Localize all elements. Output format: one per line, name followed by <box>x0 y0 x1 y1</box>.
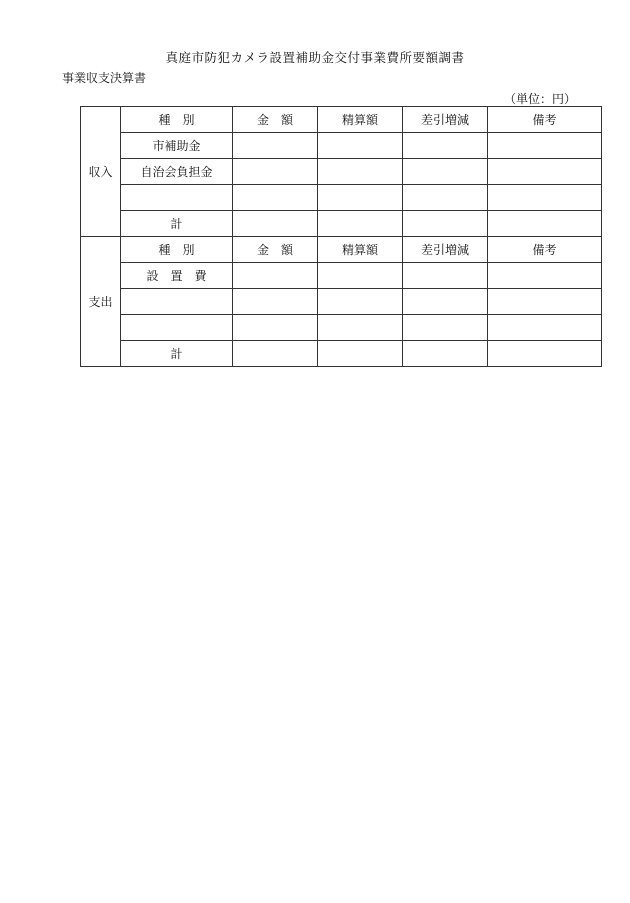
amount-cell[interactable] <box>233 263 318 289</box>
settlement-cell[interactable] <box>318 133 403 159</box>
expense-row <box>81 263 602 289</box>
remarks-cell[interactable] <box>488 289 602 315</box>
income-section-label: 収入 <box>81 107 121 237</box>
settlement-cell[interactable] <box>318 315 403 341</box>
income-header-row <box>81 107 602 133</box>
expense-row <box>81 289 602 315</box>
expense-section-label: 支出 <box>81 237 121 367</box>
amount-cell[interactable] <box>233 315 318 341</box>
remarks-cell[interactable] <box>488 159 602 185</box>
difference-cell[interactable] <box>403 263 488 289</box>
income-total-label: 計 <box>121 211 233 237</box>
amount-cell[interactable] <box>233 185 318 211</box>
settlement-cell[interactable] <box>318 289 403 315</box>
header-remarks: 備考 <box>488 107 602 133</box>
header-amount: 金 額 <box>233 107 318 133</box>
settlement-cell[interactable] <box>318 211 403 237</box>
header-settlement: 精算額 <box>318 107 403 133</box>
difference-cell[interactable] <box>403 315 488 341</box>
remarks-cell[interactable] <box>488 211 602 237</box>
header-kind: 種 別 <box>121 107 233 133</box>
remarks-cell[interactable] <box>488 185 602 211</box>
difference-cell[interactable] <box>403 133 488 159</box>
settlement-table <box>80 106 602 367</box>
difference-cell[interactable] <box>403 159 488 185</box>
amount-cell[interactable] <box>233 289 318 315</box>
header-difference: 差引増減 <box>403 237 488 263</box>
remarks-cell[interactable] <box>488 263 602 289</box>
income-total-row <box>81 211 602 237</box>
header-amount: 金 額 <box>233 237 318 263</box>
settlement-cell[interactable] <box>318 341 403 367</box>
difference-cell[interactable] <box>403 289 488 315</box>
document-title: 真庭市防犯カメラ設置補助金交付事業費所要額調書 <box>165 50 465 65</box>
header-kind: 種 別 <box>121 237 233 263</box>
header-settlement: 精算額 <box>318 237 403 263</box>
remarks-cell[interactable] <box>488 315 602 341</box>
expense-total-label: 計 <box>121 341 233 367</box>
amount-cell[interactable] <box>233 133 318 159</box>
expense-header-row <box>81 237 602 263</box>
remarks-cell[interactable] <box>488 341 602 367</box>
expense-row <box>81 315 602 341</box>
difference-cell[interactable] <box>403 341 488 367</box>
amount-cell[interactable] <box>233 159 318 185</box>
income-row <box>81 185 602 211</box>
settlement-cell[interactable] <box>318 263 403 289</box>
income-kind: 市補助金 <box>121 133 233 159</box>
header-remarks: 備考 <box>488 237 602 263</box>
expense-kind[interactable] <box>121 315 233 341</box>
expense-total-row <box>81 341 602 367</box>
unit-note: （単位：円） <box>503 92 576 106</box>
amount-cell[interactable] <box>233 341 318 367</box>
settlement-cell[interactable] <box>318 185 403 211</box>
income-row <box>81 159 602 185</box>
document-subtitle: 事業収支決算書 <box>62 71 147 85</box>
income-kind: 自治会負担金 <box>121 159 233 185</box>
difference-cell[interactable] <box>403 185 488 211</box>
expense-kind: 設 置 費 <box>121 263 233 289</box>
expense-kind[interactable] <box>121 289 233 315</box>
income-kind[interactable] <box>121 185 233 211</box>
remarks-cell[interactable] <box>488 133 602 159</box>
income-row <box>81 133 602 159</box>
settlement-cell[interactable] <box>318 159 403 185</box>
difference-cell[interactable] <box>403 211 488 237</box>
amount-cell[interactable] <box>233 211 318 237</box>
header-difference: 差引増減 <box>403 107 488 133</box>
